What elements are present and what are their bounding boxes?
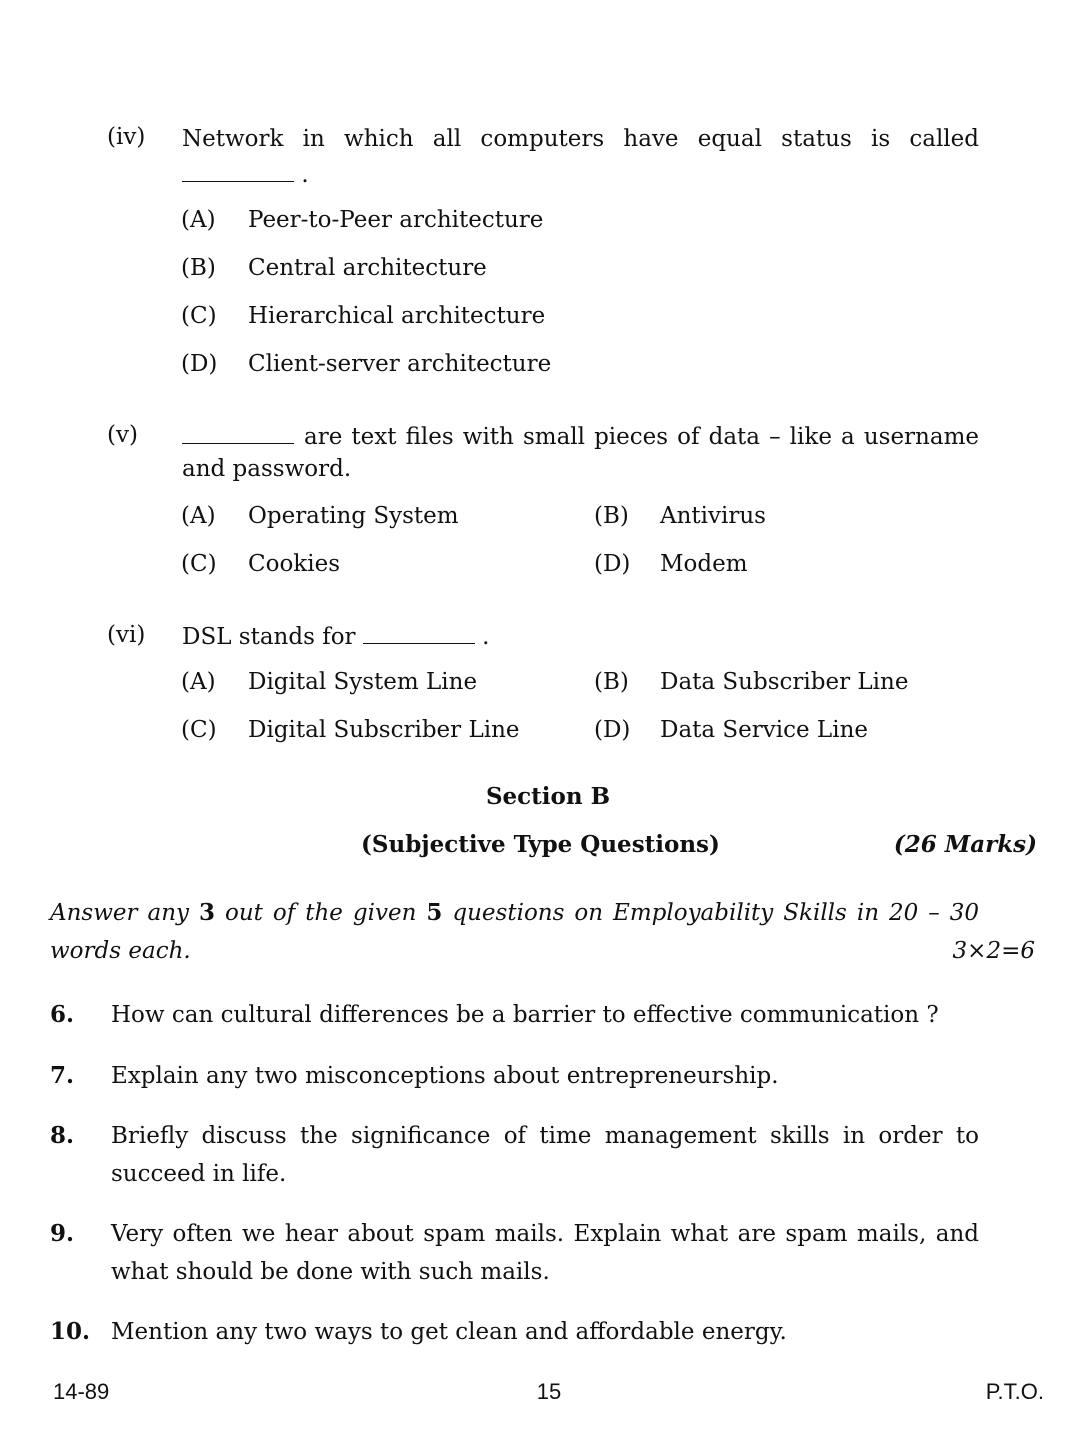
instruction-line2: words each. (50, 938, 191, 964)
question-number: (v) (107, 422, 138, 448)
instruction-marks: 3×2=6 (952, 938, 1035, 964)
stem-end: . (482, 624, 490, 650)
option-text: Modem (660, 551, 748, 577)
question-text: Explain any two misconceptions about entrepreneurship. (111, 1063, 779, 1089)
option-text: Digital System Line (248, 669, 478, 695)
option-letter: (A) (181, 503, 216, 529)
option-text: Digital Subscriber Line (248, 717, 520, 743)
option-text: Data Service Line (660, 717, 868, 743)
question-number: 8. (50, 1122, 75, 1149)
question-text: How can cultural differences be a barrier to effective communication ? (111, 1002, 939, 1028)
question-text-line2: succeed in life. (111, 1161, 287, 1187)
section-marks: (26 Marks) (893, 831, 1037, 858)
option-letter: (C) (181, 551, 217, 577)
option-letter: (A) (181, 207, 216, 233)
stem-text: DSL stands for (182, 624, 356, 650)
option-text: Client-server architecture (248, 351, 552, 377)
question-stem-blank-line (182, 158, 309, 192)
stem-end: . (301, 162, 309, 188)
instruction-part: out of the given (215, 900, 427, 926)
question-text-line2: what should be done with such mails. (111, 1259, 550, 1285)
option-letter: (B) (181, 255, 216, 281)
question-number: (vi) (107, 622, 146, 648)
option-letter: (D) (594, 717, 631, 743)
question-stem (182, 420, 979, 454)
answer-blank (182, 425, 294, 444)
question-text: Very often we hear about spam mails. Explain what are spam mails, and (111, 1221, 979, 1247)
question-number: (iv) (107, 124, 146, 150)
option-letter: (D) (594, 551, 631, 577)
option-text: Hierarchical architecture (248, 303, 546, 329)
pto-label: P.T.O. (985, 1379, 1044, 1404)
option-text: Antivirus (660, 503, 766, 529)
question-text: Mention any two ways to get clean and affordable energy. (111, 1319, 787, 1345)
option-text: Operating System (248, 503, 459, 529)
option-letter: (C) (181, 717, 217, 743)
instruction-text (50, 896, 979, 930)
instruction-part: Answer any (50, 900, 200, 926)
option-letter: (B) (594, 503, 629, 529)
question-stem (182, 620, 489, 654)
instruction-number: 5 (426, 899, 443, 926)
option-letter: (B) (594, 669, 629, 695)
answer-blank (182, 163, 294, 182)
stem-text: are text files with small pieces of data – like a username (304, 424, 979, 450)
question-stem-line2: and password. (182, 456, 352, 482)
question-number: 6. (50, 1001, 75, 1028)
option-text: Data Subscriber Line (660, 669, 909, 695)
option-letter: (A) (181, 669, 216, 695)
option-letter: (D) (181, 351, 218, 377)
section-subtitle: (Subjective Type Questions) (361, 831, 720, 858)
answer-blank (363, 625, 475, 644)
question-number: 10. (50, 1318, 91, 1345)
instruction-number: 3 (199, 899, 216, 926)
option-text: Cookies (248, 551, 340, 577)
instruction-part: questions on Employability Skills in 20 – 30 (442, 900, 979, 926)
question-text: Briefly discuss the significance of time management skills in order to (111, 1123, 979, 1149)
section-title: Section B (485, 783, 611, 810)
question-stem: Network in which all computers have equal status is called (182, 126, 979, 152)
question-number: 7. (50, 1062, 75, 1089)
option-letter: (C) (181, 303, 217, 329)
page-number: 15 (536, 1379, 562, 1404)
option-text: Peer-to-Peer architecture (248, 207, 544, 233)
option-text: Central architecture (248, 255, 487, 281)
paper-code: 14-89 (53, 1379, 110, 1404)
question-number: 9. (50, 1220, 75, 1247)
